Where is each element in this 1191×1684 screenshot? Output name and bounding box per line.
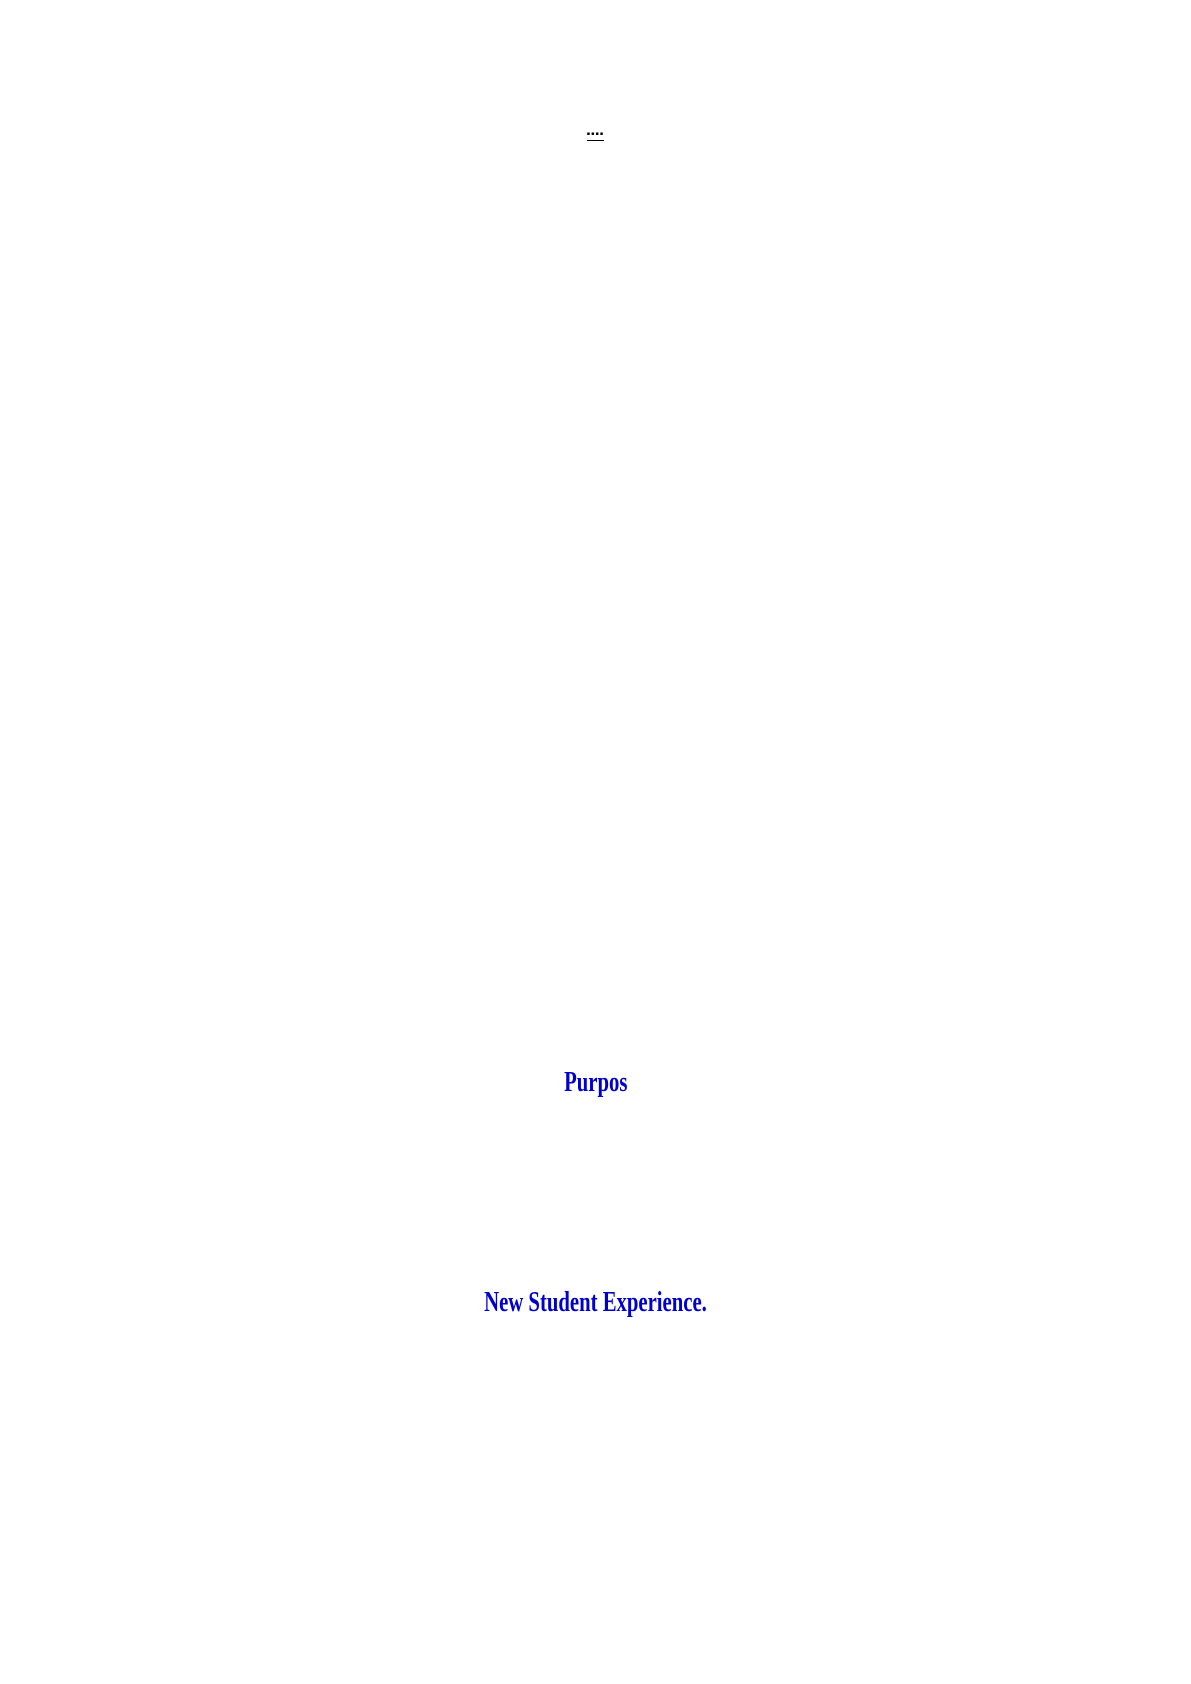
new-student-experience-link-row: [0, 1286, 1191, 1320]
purpose-link-row: [0, 1066, 1191, 1100]
purpose-link[interactable]: [553, 1067, 639, 1098]
illegible-micro-text[interactable]: ▪▪▪▪: [587, 130, 605, 141]
micro-header-row: [0, 126, 1191, 141]
new-student-experience-link-label: New Student Experience.: [484, 1287, 707, 1318]
new-student-experience-link[interactable]: [445, 1287, 746, 1318]
purpose-link-label: Purpos: [563, 1067, 628, 1098]
